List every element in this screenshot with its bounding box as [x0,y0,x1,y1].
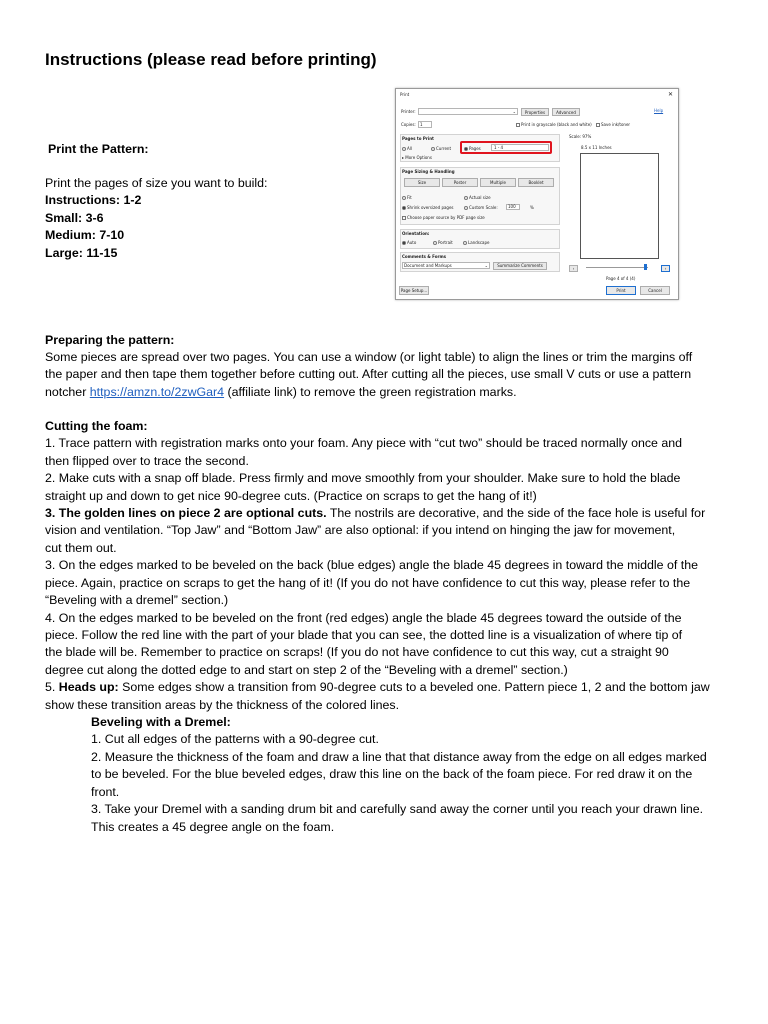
copies-input: 1 [418,121,432,128]
dremel-heading: Beveling with a Dremel: [91,715,231,729]
radio-shrink: Shrink oversized pages [402,205,454,210]
dialog-title: Print [400,92,410,97]
cutting-step-5c: the blade will be. Remember to practice on scraps! (If you do not have confidence to cut this way, cut a straight 90 [45,645,669,659]
dremel-step-2c: front. [91,785,120,799]
cutting-step-4c: “Beveling with a dremel” section.) [45,593,229,607]
scale-label: Scale: 97% [569,134,592,139]
pages-range-input: 1 - 4 [491,144,549,151]
dremel-step-2a: 2. Measure the thickness of the foam and draw a line that that distance away from the edge on all edges marked [91,750,707,764]
properties-button: Properties [521,108,549,116]
preview-next-button: › [661,265,670,272]
percent-label: % [530,205,534,210]
grayscale-checkbox: Print in grayscale (black and white) [516,122,592,127]
cutting-heading: Cutting the foam: [45,419,148,433]
dremel-step-3a: 3. Take your Dremel with a sanding drum bit and carefully sand away the corner until you reach your drawn line. [91,802,704,816]
cutting-step-4a: 3. On the edges marked to be beveled on the back (blue edges) angle the blade 45 degrees in toward the middle of the [45,558,699,572]
radio-actual-size: Actual size [464,195,491,200]
dremel-step-2b: to be beveled. For the blue beveled edges, draw this line on the back of the foam piece. For red draw it on the [91,767,693,781]
notcher-link[interactable]: https://amzn.to/2zwGar4 [89,385,225,399]
help-link: Help [654,108,664,113]
cutting-step-6a: 5. Heads up: Some edges show a transition from 90-degree cuts to a beveled one. Pattern piece 1, 2 and the bottom jaw [45,680,710,694]
pages-to-print-heading: Pages to Print [402,136,434,141]
page-setup-button: Page Setup... [400,288,428,293]
dremel-step-1: 1. Cut all edges of the patterns with a 90-degree cut. [91,732,379,746]
comments-heading: Comments & Forms [402,254,446,259]
radio-landscape: Landscape [463,240,490,245]
advanced-button: Advanced [552,108,580,116]
print-pattern-heading: Print the Pattern: [48,142,149,156]
copies-label: Copies: [401,122,416,127]
booklet-button: Booklet [518,178,554,187]
preparing-line-2: the paper and then tape them together before cutting out. After cutting all the pieces, use small V cuts or use a pattern [45,367,692,381]
cutting-step-1b: then flipped over to trace the second. [45,454,249,468]
preparing-line-3: notcher https://amzn.to/2zwGar4 (affiliate link) to remove the green registration marks. [45,385,517,399]
cutting-step-6b: show these transition areas by the thickness of the colored lines. [45,698,400,712]
cutting-step-1a: 1. Trace pattern with registration marks onto your foam. Any piece with “cut two” should be traced normally once and [45,436,683,450]
print-pattern-intro: Print the pages of size you want to build: [45,176,268,190]
radio-custom-scale: Custom Scale: [464,205,498,210]
save-ink-checkbox: Save ink/toner [596,122,630,127]
radio-portrait: Portrait [433,240,453,245]
print-button: Print [606,286,636,295]
custom-scale-input: 100 [506,204,520,210]
radio-fit: Fit [402,195,412,200]
size-button: Size [404,178,440,187]
radio-auto: Auto [402,240,416,245]
size-instructions: Instructions: 1-2 [45,193,142,207]
preview-prev-button: ‹ [569,265,578,272]
size-large: Large: 11-15 [45,246,118,260]
preparing-heading: Preparing the pattern: [45,333,175,347]
dremel-step-3b: This creates a 45 degree angle on the foam. [91,820,335,834]
radio-all: All [402,146,412,151]
cancel-button: Cancel [640,286,670,295]
size-small: Small: 3-6 [45,211,104,225]
poster-button: Poster [442,178,478,187]
cutting-step-5a: 4. On the edges marked to be beveled on the front (red edges) angle the blade 45 degrees toward the outside of the [45,611,682,625]
multiple-button: Multiple [480,178,516,187]
cutting-step-2a: 2. Make cuts with a snap off blade. Press firmly and move smoothly from your shoulder. Make sure to hold the blade [45,471,681,485]
printer-select: ⌄ [418,108,518,115]
paper-size-label: 8.5 x 11 Inches [581,145,612,150]
more-options: ▸ More Options [402,155,432,160]
summarize-button: Summarize Comments [493,262,547,270]
comments-select: Document and Markups ⌄ [404,263,488,268]
preview-slider-track [586,267,648,268]
cutting-step-4b: piece. Again, practice on scraps to get the hang of it! (If you do not have confidence to cut this way, please refer to the [45,576,691,590]
cutting-step-5d: degree cut along the dotted edge to and start on step 2 of the “Beveling with a dremel” section.) [45,663,568,677]
cutting-step-3c: cut them out. [45,541,117,555]
choose-source-checkbox: Choose paper source by PDF page size [402,215,485,220]
page-title: Instructions (please read before printing) [45,50,377,69]
cutting-step-5b: piece. Follow the red line with the part of your blade that you can see, the dotted line is a visualization of where tip of [45,628,683,642]
page-sizing-heading: Page Sizing & Handling [402,169,455,174]
preparing-line-1: Some pieces are spread over two pages. You can use a window (or light table) to align the lines or trim the margins off [45,350,693,364]
page-of-label: Page 4 of 4 (4) [606,276,636,281]
radio-current: Current [431,146,451,151]
radio-pages: Pages [464,146,481,151]
size-medium: Medium: 7-10 [45,228,125,242]
orientation-heading: Orientation: [402,231,430,236]
cutting-step-2b: straight up and down to get nice 90-degree cuts. (Practice on scraps to get the hang of it!) [45,489,537,503]
printer-label: Printer: [401,109,416,114]
print-dialog-screenshot [395,88,679,300]
dialog-close-icon: ✕ [668,91,674,98]
preview-slider-thumb [644,264,647,270]
cutting-step-3b: vision and ventilation. “Top Jaw” and “Bottom Jaw” are also optional: if you intend on hinging the jaw for movement, [45,523,676,537]
cutting-step-3a: 3. The golden lines on piece 2 are optional cuts. The nostrils are decorative, and the side of the face hole is useful for [45,506,706,520]
page-preview [580,153,659,259]
